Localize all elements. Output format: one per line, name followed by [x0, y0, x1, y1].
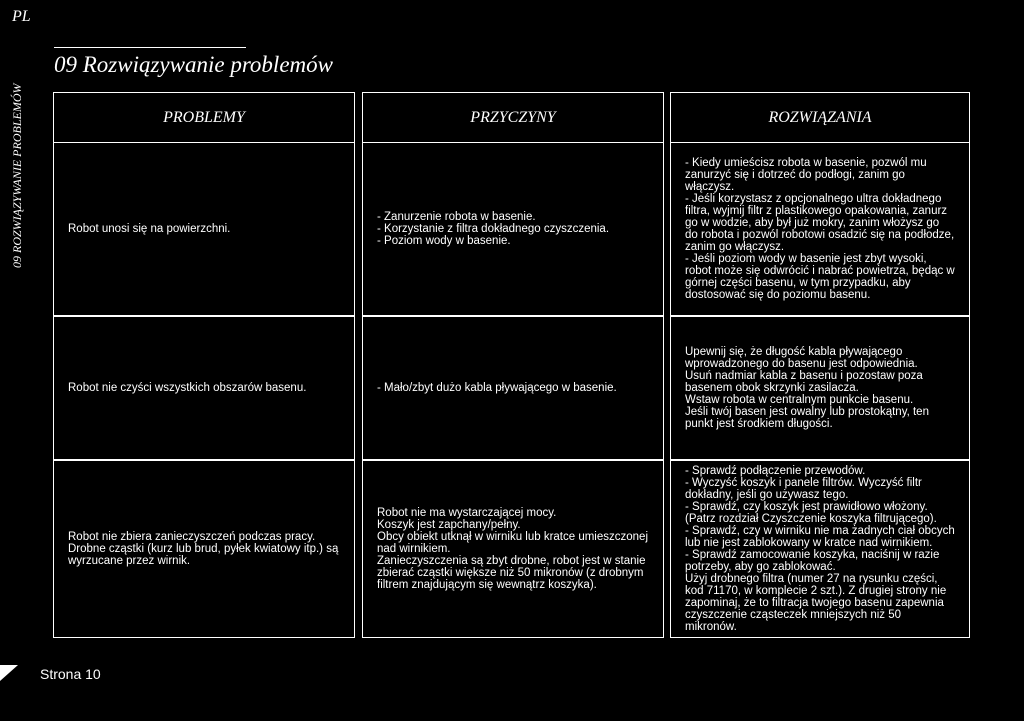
problem-text: Robot unosi się na powierzchni.: [68, 223, 231, 235]
problem-text: Robot nie czyści wszystkich obszarów basenu.: [68, 382, 307, 394]
solution-text: - Kiedy umieścisz robota w basenie, pozwól mu zanurzyć się i dotrzeć do podłogi, zanim go włączysz. - Jeśli korzystasz z opcjonalnego ultra dokładnego filtra, wyjmij filtr z plastikowego opakowania, zanurz go w wodzie, aby był już mokry, zanim włożysz go do robota i pozwól robotowi osadzić się na podłodze, zanim go włączysz. - Jeśli poziom wody w basenie jest zbyt wysoki, robot może się odwrócić i nabrać powietrza, będąc w górnej części basenu, w tym przypadku, aby dostosować się do poziomu basenu.: [685, 157, 955, 301]
table-row-1-cause: [362, 142, 664, 316]
page-number: Strona 10: [40, 666, 101, 682]
cause-text: Robot nie ma wystarczającej mocy. Koszyk jest zapchany/pełny. Obcy obiekt utknął w wirniku lub kratce umieszczonej nad wirnikiem. Zanieczyszczenia są zbyt drobne, robot jest w stanie zbierać cząstki większe niż 50 mikronów (z drobnym filtrem znajdującym się wewnątrz koszyka).: [377, 507, 649, 591]
cause-text: - Mało/zbyt dużo kabla pływającego w basenie.: [377, 382, 617, 394]
column-header-causes: PRZYCZYNY: [362, 92, 664, 142]
side-section-label: 09 ROZWIĄZYWANIE PROBLEMÓW: [10, 83, 24, 268]
solution-text: Upewnij się, że długość kabla pływającego wprowadzonego do basenu jest odpowiednia. Usuń nadmiar kabla z basenu i pozostaw poza basenem obok skrzynki zasilacza. Wstaw robota w centralnym punkcie basenu. Jeśli twój basen jest owalny lub prostokątny, ten punkt jest środkiem długości.: [685, 346, 929, 430]
page-title: 09 Rozwiązywanie problemów: [54, 52, 333, 77]
title-rule: [54, 47, 246, 48]
page-corner-marker: [0, 665, 18, 681]
language-label: PL: [12, 8, 31, 25]
cause-text: - Zanurzenie robota w basenie. - Korzystanie z filtra dokładnego czyszczenia. - Poziom wody w basenie.: [377, 211, 610, 247]
table-row-1-problem: [53, 142, 355, 316]
table-row-3-solution: [670, 460, 970, 638]
table-row-2-problem: [53, 316, 355, 460]
table-row-2-solution: [670, 316, 970, 460]
solution-text: - Sprawdź podłączenie przewodów. - Wyczyść koszyk i panele filtrów. Wyczyść filtr dokładny, jeśli go używasz tego. - Sprawdź, czy koszyk jest prawidłowo włożony. (Patrz rozdział Czyszczenie koszyka filtrującego). - Sprawdź, czy w wirniku nie ma żadnych ciał obcych lub nie jest zablokowany w kratce nad wirnikiem. - Sprawdź zamocowanie koszyka, naciśnij w razie potrzeby, aby go zablokować. Użyj drobnego filtra (numer 27 na rysunku części, kod 71170, w komplecie 2 szt.). Z drugiej strony nie zapominaj, że to filtracja twojego basenu zapewnia czyszczenie cząsteczek mniejszych niż 50 mikronów.: [685, 465, 955, 633]
problem-text: Robot nie zbiera zanieczyszczeń podczas pracy. Drobne cząstki (kurz lub brud, pyłek kwiatowy itp.) są wyrzucane przez wirnik.: [68, 531, 339, 567]
table-row-3-cause: [362, 460, 664, 638]
table-row-2-cause: [362, 316, 664, 460]
column-header-problems: PROBLEMY: [53, 92, 355, 142]
table-row-3-problem: [53, 460, 355, 638]
column-header-solutions: ROZWIĄZANIA: [670, 92, 970, 142]
table-row-1-solution: [670, 142, 970, 316]
